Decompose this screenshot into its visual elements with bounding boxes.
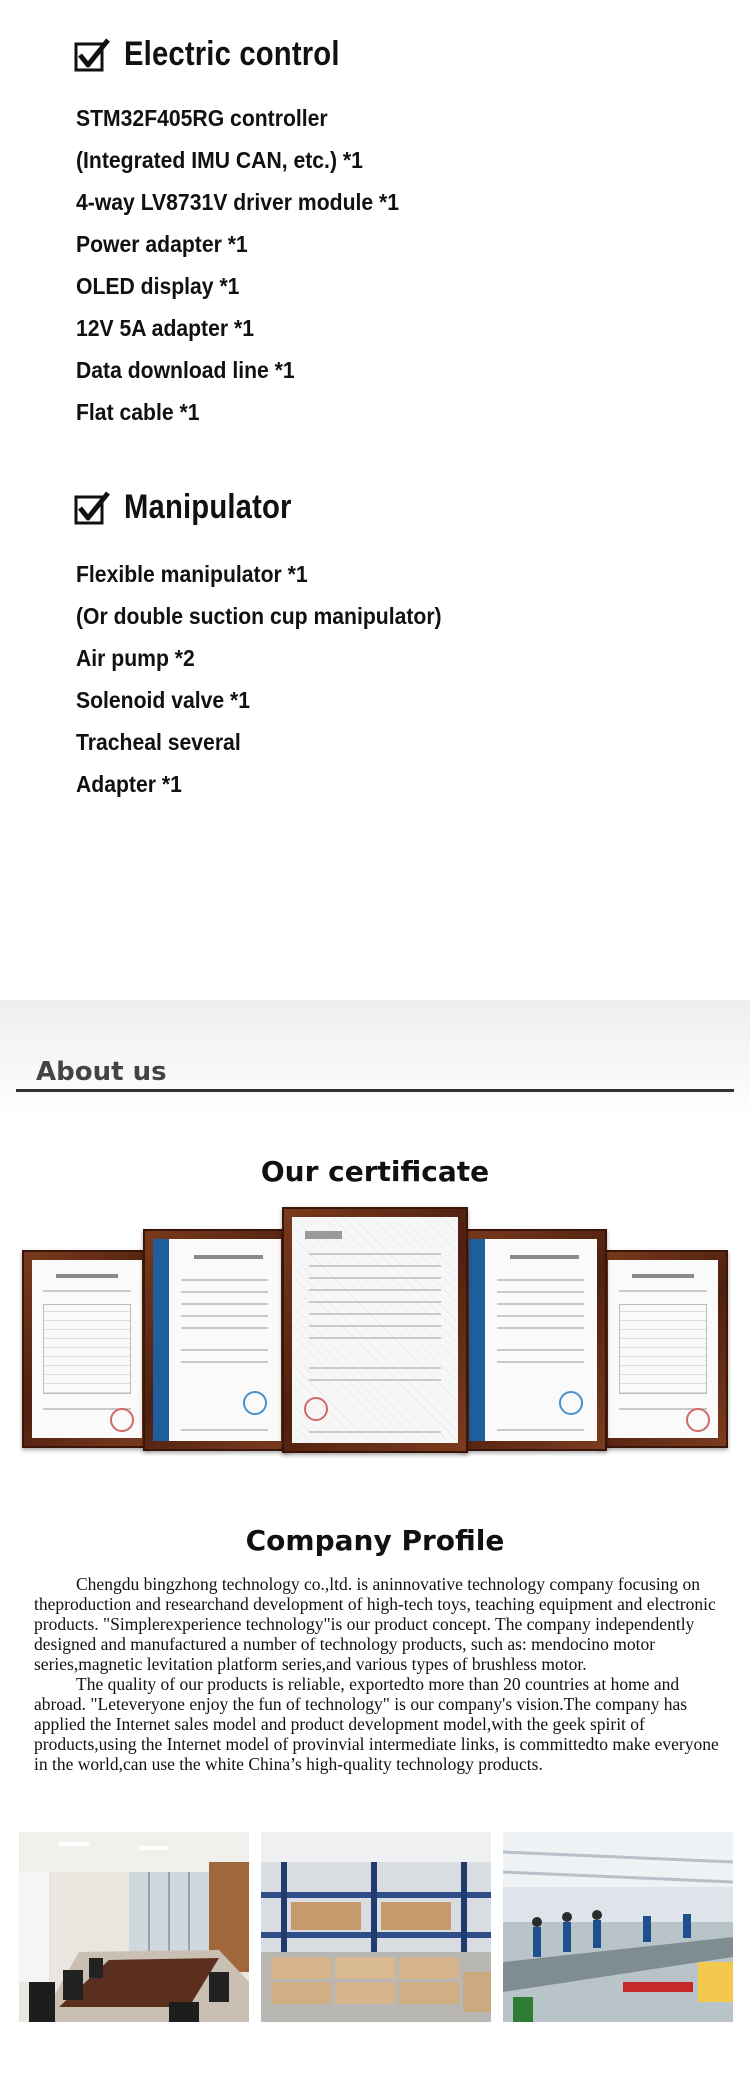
about-divider <box>16 1089 734 1092</box>
certificate-frame <box>22 1250 152 1448</box>
list-item: Data download line *1 <box>76 357 295 383</box>
certificate-frame <box>459 1229 607 1451</box>
list-item: Solenoid valve *1 <box>76 687 251 713</box>
list-item: (Or double suction cup manipulator) <box>76 603 442 629</box>
certificate-document <box>292 1217 458 1443</box>
profile-paragraph: The quality of our products is reliable, exportedto more than 20 countries at home and abroad. "Leteveryone enjoy the fun of technology" is our company's vision.The company has applied the Internet sales model and product development model,with the geek spirit of products,using the Internet model of provinvial intermediate links, is committedto make everyone in the world,can use the white China’s high-quality technology products. <box>34 1674 719 1774</box>
electric-control-list <box>76 97 427 433</box>
manipulator-list <box>76 553 473 805</box>
list-item: Flexible manipulator *1 <box>76 561 308 587</box>
certificate-frame <box>598 1250 728 1448</box>
electric-control-heading <box>74 35 375 74</box>
company-profile-title: Company Profile <box>245 1524 505 1557</box>
list-item: Adapter *1 <box>76 771 182 797</box>
certificate-gallery <box>0 1205 750 1455</box>
list-item: 12V 5A adapter *1 <box>76 315 254 341</box>
certificate-document <box>608 1260 718 1438</box>
list-item: (Integrated IMU CAN, etc.) *1 <box>76 147 363 173</box>
list-item: Tracheal several <box>76 729 241 755</box>
checkbox-checked-icon <box>74 491 110 525</box>
list-item: 4-way LV8731V driver module *1 <box>76 189 400 215</box>
electric-control-title: Electric control <box>124 35 340 73</box>
certificate-document <box>469 1239 597 1441</box>
company-profile-text <box>34 1574 720 1774</box>
certificate-document <box>32 1260 142 1438</box>
about-us-title: About us <box>36 1057 167 1087</box>
production-line-photo <box>503 1832 733 2022</box>
list-item: OLED display *1 <box>76 273 240 299</box>
certificate-frame <box>143 1229 291 1451</box>
certificate-frame <box>282 1207 468 1453</box>
profile-paragraph: Chengdu bingzhong technology co.,ltd. is aninnovative technology company focusing on theproduction and researchand development of high-tech toys, teaching equipment and electronic products. "Simplerexperience technology"is our product concept. The company independently designed and manufactured a number of technology products, such as: mendocino motor series,magnetic levitation platform series,and various types of brushless motor. <box>34 1574 716 1674</box>
meeting-room-photo <box>19 1832 249 2022</box>
manipulator-heading <box>74 488 319 527</box>
certificate-document <box>153 1239 281 1441</box>
list-item: Flat cable *1 <box>76 399 200 425</box>
list-item: Air pump *2 <box>76 645 195 671</box>
manipulator-title: Manipulator <box>124 488 292 526</box>
warehouse-photo <box>261 1832 491 2022</box>
list-item: STM32F405RG controller <box>76 105 328 131</box>
list-item: Power adapter *1 <box>76 231 248 257</box>
certificate-title: Our certificate <box>260 1155 490 1188</box>
checkbox-checked-icon <box>74 38 110 72</box>
company-photos <box>19 1832 731 2022</box>
